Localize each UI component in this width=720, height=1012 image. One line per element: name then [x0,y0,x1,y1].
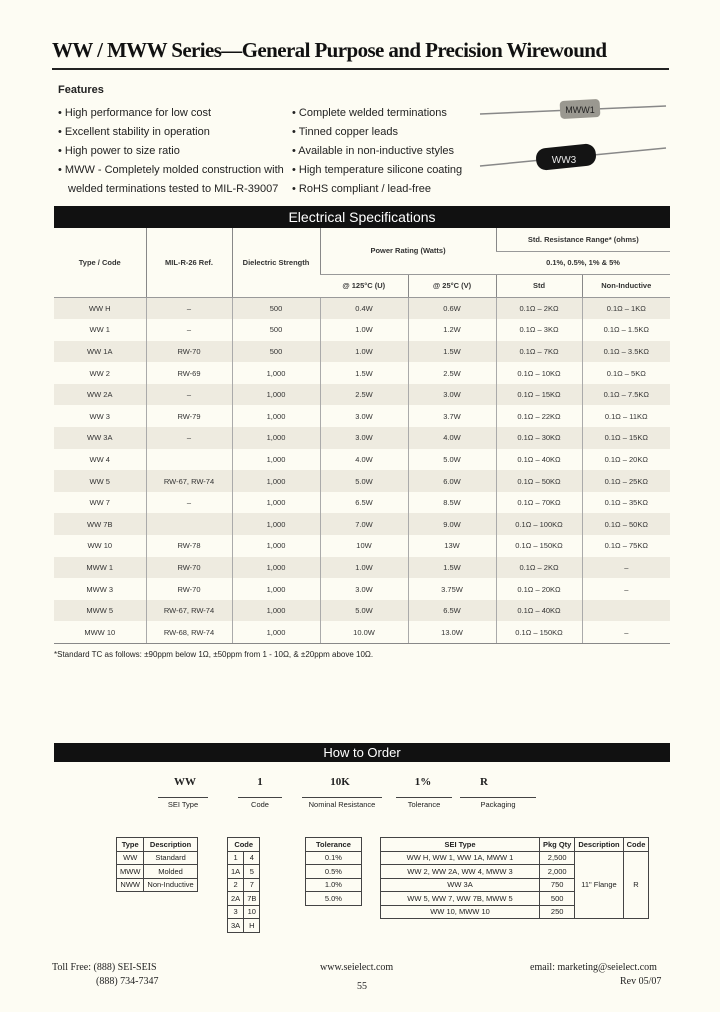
code-cell: 5 [244,865,260,879]
type-cell: WW [117,851,144,865]
order-code-packaging: R [480,776,488,788]
code-cell: 1 [228,851,244,865]
dielectric-cell: 500 [232,319,320,341]
mil-ref-cell: RW-70 [146,557,232,579]
power-25c-cell: 0.6W [408,297,496,319]
power-25c-cell: 13W [408,535,496,557]
col-header-std: Std [496,274,582,297]
pkg-description-header: Description [575,838,623,852]
noninductive-range-cell: 0.1Ω – 35KΩ [582,492,670,514]
code-cell: 4 [244,851,260,865]
power-125c-cell: 10W [320,535,408,557]
noninductive-range-cell: 0.1Ω – 15KΩ [582,427,670,449]
col-header-25c: @ 25°C (V) [408,274,496,297]
footer-phone: (888) 734-7347 [96,976,159,987]
col-header-std-range: Std. Resistance Range* (ohms) [496,228,670,251]
power-25c-cell: 5.0W [408,449,496,471]
type-code-cell: WW 2 [89,368,110,378]
mil-ref-cell [146,449,232,471]
spec-row [54,470,670,492]
type-code-cell: WW 7 [89,498,110,508]
feature-item: • Complete welded terminations [292,107,447,119]
col-header-tolerance: 0.1%, 0.5%, 1% & 5% [496,251,670,274]
power-25c-cell: 1.5W [408,341,496,363]
electrical-specs-heading: Electrical Specifications [54,206,670,228]
order-label-resistance: Nominal Resistance [302,797,382,809]
dielectric-cell: 1,000 [232,621,320,643]
features-heading: Features [58,84,104,96]
dielectric-cell: 1,000 [232,578,320,600]
pkg-qty-cell: 750 [540,878,575,892]
mil-ref-cell: RW-70 [146,341,232,363]
col-header-dielectric: Dielectric Strength [232,228,320,297]
mil-ref-cell: RW-69 [146,362,232,384]
noninductive-range-cell: – [582,578,670,600]
col-header-125c: @ 125°C (U) [320,274,408,297]
order-label-code: Code [238,797,282,809]
pkg-sei-type-cell: WW 2, WW 2A, WW 4, MWW 3 [381,865,540,879]
spec-row [54,449,670,471]
type-code-cell: WW 5 [54,470,146,492]
std-range-cell: 0.1Ω – 40KΩ [496,600,582,622]
type-cell: NWW [117,878,144,892]
std-range-cell: 0.1Ω – 40KΩ [496,449,582,471]
type-code-cell: WW 7B [54,513,146,535]
power-25c-cell: 8.5W [408,492,496,514]
noninductive-range-cell: 0.1Ω – 3.5KΩ [582,341,670,363]
noninductive-range-cell: 0.1Ω – 50KΩ [582,513,670,535]
pkg-qty-cell: 2,500 [540,851,575,865]
std-range-cell: 0.1Ω – 30KΩ [496,427,582,449]
type-code-cell: WW 1 [89,325,110,335]
resistor-mww1-image [480,99,666,119]
page-title: WW / MWW Series—General Purpose and Precision Wirewound [52,38,607,62]
tolerance-cell: 5.0% [306,892,362,906]
code-cell: 2 [228,878,244,892]
order-code-resistance: 10K [330,776,350,788]
feature-item: • High temperature silicone coating [292,164,463,176]
tolerance-cell: 1.0% [306,878,362,892]
std-range-cell: 0.1Ω – 20KΩ [496,578,582,600]
code-header: Code [228,838,260,852]
pkg-qty-header: Pkg Qty [540,838,575,852]
power-125c-cell: 3.0W [320,578,408,600]
dielectric-cell: 500 [232,297,320,319]
dielectric-cell: 1,000 [232,557,320,579]
noninductive-range-cell: 0.1Ω – 11KΩ [582,405,670,427]
mil-ref-cell: – [146,297,232,319]
pkg-qty-cell: 2,000 [540,865,575,879]
type-code-cell: WW 3A [54,427,146,449]
std-range-cell: 0.1Ω – 2KΩ [496,557,582,579]
spec-row [54,405,670,427]
spec-row [54,513,670,535]
tolerance-header: Tolerance [306,838,362,852]
spec-row [54,492,670,514]
electrical-specs-table [54,228,670,644]
resistor-photos [478,96,670,186]
feature-item: welded terminations tested to MIL-R-39007 [68,183,279,195]
noninductive-range-cell: 0.1Ω – 20KΩ [582,449,670,471]
noninductive-range-cell: 0.1Ω – 1KΩ [582,297,670,319]
col-header-power: Power Rating (Watts) [320,228,496,274]
power-125c-cell: 6.5W [320,492,408,514]
mil-ref-cell: RW-67, RW-74 [146,470,232,492]
power-125c-cell: 1.0W [320,557,408,579]
power-25c-cell: 13.0W [408,621,496,643]
power-25c-cell: 2.5W [408,362,496,384]
power-25c-cell: 6.0W [408,470,496,492]
type-code-cell: WW 10 [87,541,113,551]
spec-row [54,384,670,406]
noninductive-range-cell [582,600,670,622]
order-code-type: WW [174,776,196,788]
power-125c-cell: 1.0W [320,319,408,341]
description-cell: Non-Inductive [144,878,197,892]
mil-ref-cell: RW-78 [146,535,232,557]
power-125c-cell: 2.5W [320,384,408,406]
power-125c-cell: 5.0W [320,470,408,492]
code-cell: 3A [228,919,244,933]
pkg-qty-cell: 250 [540,905,575,919]
packaging-table [380,837,649,919]
dielectric-cell: 1,000 [232,470,320,492]
description-header: Description [144,838,197,852]
power-125c-cell: 1.5W [320,362,408,384]
feature-item: • RoHS compliant / lead-free [292,183,431,195]
page-number: 55 [357,981,367,992]
code-cell: 7B [244,892,260,906]
std-range-cell: 0.1Ω – 70KΩ [496,492,582,514]
power-125c-cell: 1.0W [320,341,408,363]
power-25c-cell: 9.0W [408,513,496,535]
order-code-tolerance: 1% [414,776,432,788]
dielectric-cell: 1,000 [232,384,320,406]
col-header-noninductive: Non-Inductive [582,274,670,297]
feature-item: • Tinned copper leads [292,126,398,138]
std-range-cell: 0.1Ω – 100KΩ [496,513,582,535]
pkg-sei-type-header: SEI Type [381,838,540,852]
pkg-sei-type-cell: WW 5, WW 7, WW 7B, MWW 5 [381,892,540,906]
noninductive-range-cell: 0.1Ω – 5KΩ [582,362,670,384]
spec-row [54,341,670,363]
power-25c-cell: 6.5W [408,600,496,622]
pkg-sei-type-cell: WW H, WW 1, WW 1A, MWW 1 [381,851,540,865]
feature-item: • High performance for low cost [58,107,212,119]
type-code-cell: WW 2A [54,384,146,406]
power-25c-cell: 3.0W [408,384,496,406]
dielectric-cell: 1,000 [232,600,320,622]
code-cell: 10 [244,905,260,919]
noninductive-range-cell: 0.1Ω – 25KΩ [582,470,670,492]
pkg-code-header: Code [623,838,649,852]
tolerance-table [305,837,362,906]
std-range-cell: 0.1Ω – 50KΩ [496,470,582,492]
feature-item: • High power to size ratio [58,145,180,157]
mil-ref-cell: – [146,319,232,341]
type-code-cell: WW 3 [89,411,110,421]
mil-ref-cell: – [146,492,232,514]
title-divider [52,68,669,70]
noninductive-range-cell: – [582,621,670,643]
order-label-type: SEI Type [158,797,208,809]
col-header-mil: MIL-R-26 Ref. [146,228,232,297]
feature-item: • Available in non-inductive styles [292,145,455,157]
dielectric-cell: 1,000 [232,492,320,514]
spec-row [54,427,670,449]
power-125c-cell: 0.4W [320,297,408,319]
col-header-type: Type / Code [54,228,146,297]
tolerance-cell: 0.5% [306,865,362,879]
pkg-sei-type-cell: WW 3A [381,878,540,892]
mil-ref-cell: RW-68, RW-74 [146,621,232,643]
code-cell: 1A [228,865,244,879]
description-cell: Molded [144,865,197,879]
dielectric-cell: 1,000 [232,449,320,471]
std-range-cell: 0.1Ω – 10KΩ [496,362,582,384]
pkg-qty-cell: 500 [540,892,575,906]
feature-item: • Excellent stability in operation [58,126,210,138]
type-code-cell: MWW 10 [54,621,146,643]
spec-row [54,557,670,579]
power-125c-cell: 4.0W [320,449,408,471]
feature-item: • MWW - Completely molded construction with [58,164,284,176]
std-range-cell: 0.1Ω – 2KΩ [496,297,582,319]
pkg-code-cell: R [623,851,649,919]
std-range-cell: 0.1Ω – 150KΩ [496,621,582,643]
mil-ref-cell: – [146,427,232,449]
order-label-tolerance: Tolerance [396,797,452,809]
features-list-left [58,104,288,199]
std-range-cell: 0.1Ω – 3KΩ [496,319,582,341]
pkg-description-cell: 11" Flange [575,851,623,919]
type-code-cell: WW H [54,297,146,319]
footer-website[interactable]: www.seielect.com [320,962,394,973]
footnote: *Standard TC as follows: ±90ppm below 1Ω, ±50ppm from 1 - 10Ω, & ±20ppm above 10Ω. [54,650,374,659]
electrical-specs-body [54,297,670,644]
noninductive-range-cell: 0.1Ω – 75KΩ [582,535,670,557]
dielectric-cell: 500 [232,341,320,363]
description-cell: Standard [144,851,197,865]
footer-tollfree: Toll Free: (888) SEI-SEIS [52,962,157,973]
dielectric-cell: 1,000 [232,362,320,384]
code-cell: H [244,919,260,933]
type-code-cell: WW 4 [89,454,110,464]
code-cell: 2A [228,892,244,906]
spec-row [54,600,670,622]
power-25c-cell: 1.5W [408,557,496,579]
std-range-cell: 0.1Ω – 22KΩ [496,405,582,427]
power-125c-cell: 5.0W [320,600,408,622]
noninductive-range-cell: – [582,557,670,579]
power-125c-cell: 10.0W [320,621,408,643]
type-table [116,837,198,892]
footer-revision: Rev 05/07 [620,976,662,987]
spec-row [54,578,670,600]
power-25c-cell: 3.75W [408,578,496,600]
pkg-sei-type-cell: WW 10, MWW 10 [381,905,540,919]
resistor-ww3-label: WW3 [551,155,577,166]
spec-row [54,535,670,557]
mil-ref-cell: RW-67, RW-74 [146,600,232,622]
type-code-cell: MWW 1 [54,557,146,579]
type-code-cell: MWW 5 [54,600,146,622]
power-125c-cell: 3.0W [320,405,408,427]
power-25c-cell: 3.7W [408,405,496,427]
code-table [227,837,260,933]
dielectric-cell: 1,000 [232,427,320,449]
std-range-cell: 0.1Ω – 15KΩ [496,384,582,406]
power-25c-cell: 4.0W [408,427,496,449]
order-label-packaging: Packaging [460,797,536,809]
std-range-cell: 0.1Ω – 150KΩ [496,535,582,557]
mil-ref-cell: RW-79 [146,405,232,427]
resistor-ww3-image [480,143,666,171]
type-header: Type [117,838,144,852]
dielectric-cell: 1,000 [232,405,320,427]
resistor-mww1-label: MWW1 [565,105,595,115]
spec-row [54,319,670,341]
power-125c-cell: 7.0W [320,513,408,535]
order-code-code: 1 [257,776,263,788]
how-to-order-heading: How to Order [54,743,670,762]
footer-email[interactable]: email: marketing@seielect.com [530,962,657,973]
type-code-cell: WW 1A [54,341,146,363]
power-25c-cell: 1.2W [408,319,496,341]
type-code-cell: MWW 3 [86,584,114,594]
features-list-right [292,104,472,199]
tolerance-cell: 0.1% [306,851,362,865]
std-range-cell: 0.1Ω – 7KΩ [496,341,582,363]
code-cell: 3 [228,905,244,919]
dielectric-cell: 1,000 [232,535,320,557]
code-cell: 7 [244,878,260,892]
type-cell: MWW [117,865,144,879]
noninductive-range-cell: 0.1Ω – 1.5KΩ [582,319,670,341]
power-125c-cell: 3.0W [320,427,408,449]
dielectric-cell: 1,000 [232,513,320,535]
mil-ref-cell: – [146,384,232,406]
spec-row [54,621,670,643]
mil-ref-cell: RW-70 [146,578,232,600]
spec-row [54,297,670,319]
spec-row [54,362,670,384]
mil-ref-cell [146,513,232,535]
noninductive-range-cell: 0.1Ω – 7.5KΩ [582,384,670,406]
